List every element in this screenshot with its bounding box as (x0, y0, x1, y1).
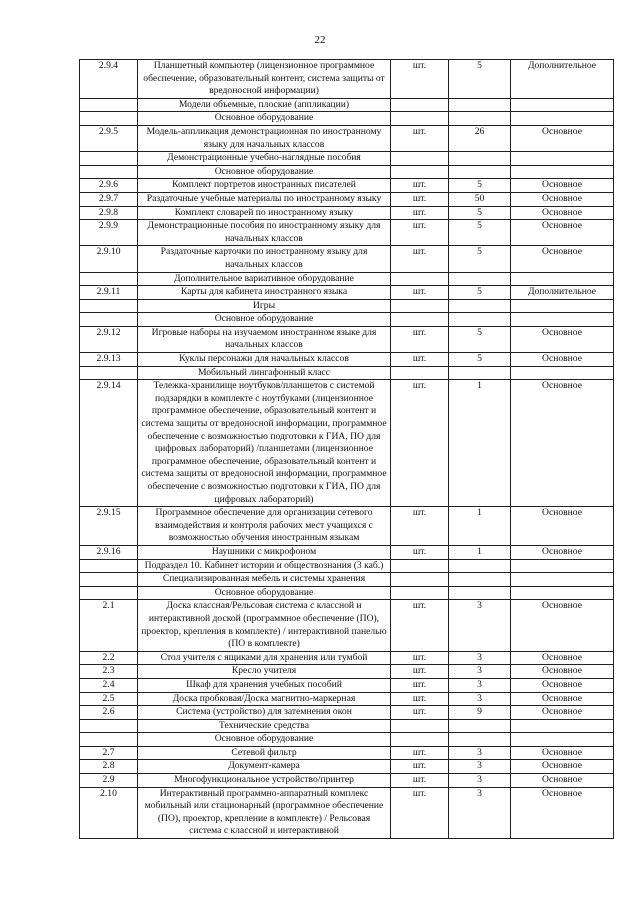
section-row (80, 719, 614, 733)
empty-cell (449, 559, 511, 573)
item-number: 2.9.11 (80, 286, 138, 300)
table-row (80, 220, 614, 246)
section-heading: Основное оборудование (138, 733, 391, 747)
empty-cell (511, 366, 614, 380)
item-name: Система (устройство) для затемнения окон (138, 706, 391, 720)
item-quantity: 1 (449, 507, 511, 546)
item-unit: шт. (391, 220, 449, 246)
item-name: Многофункциональное устройство/принтер (138, 774, 391, 788)
item-number: 2.5 (80, 692, 138, 706)
empty-cell (449, 733, 511, 747)
item-number: 2.9.7 (80, 192, 138, 206)
item-name: Куклы персонажи для начальных классов (138, 353, 391, 367)
item-unit: шт. (391, 600, 449, 651)
table-row (80, 760, 614, 774)
empty-cell (80, 165, 138, 179)
empty-cell (511, 98, 614, 112)
empty-cell (391, 299, 449, 313)
item-name: Демонстрационные пособия по иностранному языку для начальных классов (138, 220, 391, 246)
section-heading: Специализированная мебель и системы хранения (138, 573, 391, 587)
item-unit: шт. (391, 507, 449, 546)
item-number: 2.9.5 (80, 125, 138, 151)
item-number: 2.2 (80, 651, 138, 665)
section-heading: Основное оборудование (138, 112, 391, 126)
section-row (80, 98, 614, 112)
table-row (80, 326, 614, 352)
empty-cell (80, 299, 138, 313)
item-name: Доска классная/Рельсовая система с классной и интерактивной доской (программное обеспечение (ПО), проектор, крепления в комплекте) / интерактивной панелью (ПО в комплекте) (138, 600, 391, 651)
item-number: 2.6 (80, 706, 138, 720)
table-row (80, 545, 614, 559)
item-type: Основное (511, 179, 614, 193)
item-name: Планшетный компьютер (лицензионное программное обеспечение, образовательный контент, система защиты от вредоносной информации) (138, 60, 391, 99)
item-unit: шт. (391, 692, 449, 706)
item-quantity: 1 (449, 380, 511, 507)
table-row (80, 692, 614, 706)
item-type: Основное (511, 706, 614, 720)
table-row (80, 353, 614, 367)
empty-cell (391, 98, 449, 112)
item-type: Основное (511, 380, 614, 507)
item-name: Комплект портретов иностранных писателей (138, 179, 391, 193)
item-type: Основное (511, 774, 614, 788)
item-unit: шт. (391, 192, 449, 206)
item-unit: шт. (391, 246, 449, 272)
empty-cell (511, 272, 614, 286)
table-row (80, 60, 614, 99)
empty-cell (80, 152, 138, 166)
empty-cell (449, 98, 511, 112)
section-row (80, 733, 614, 747)
empty-cell (449, 719, 511, 733)
table-row (80, 651, 614, 665)
item-unit: шт. (391, 353, 449, 367)
section-heading: Подраздел 10. Кабинет истории и обществознания (3 каб.) (138, 559, 391, 573)
section-heading: Технические средства (138, 719, 391, 733)
empty-cell (391, 559, 449, 573)
empty-cell (511, 313, 614, 327)
item-unit: шт. (391, 787, 449, 838)
table-row (80, 125, 614, 151)
table-row (80, 246, 614, 272)
item-unit: шт. (391, 326, 449, 352)
section-heading: Демонстрационные учебно-наглядные пособия (138, 152, 391, 166)
item-name: Интерактивный программно-аппаратный комплекс мобильный или стационарный (программное обеспечение (ПО), проектор, крепление в комплекте) / Рельсовая система с классной и интерактивной (138, 787, 391, 838)
empty-cell (449, 112, 511, 126)
empty-cell (391, 719, 449, 733)
empty-cell (391, 586, 449, 600)
empty-cell (449, 152, 511, 166)
item-name: Программное обеспечение для организации сетевого взаимодействия и контроля рабочих мест учащихся с возможностью обучения иностранным языкам (138, 507, 391, 546)
item-number: 2.9.13 (80, 353, 138, 367)
item-type: Основное (511, 760, 614, 774)
empty-cell (391, 165, 449, 179)
empty-cell (449, 313, 511, 327)
item-quantity: 50 (449, 192, 511, 206)
item-number: 2.9.12 (80, 326, 138, 352)
section-heading: Основное оборудование (138, 165, 391, 179)
empty-cell (511, 733, 614, 747)
section-row (80, 299, 614, 313)
item-quantity: 3 (449, 651, 511, 665)
item-number: 2.9.6 (80, 179, 138, 193)
empty-cell (80, 112, 138, 126)
item-unit: шт. (391, 774, 449, 788)
empty-cell (391, 313, 449, 327)
table-row (80, 179, 614, 193)
section-row (80, 272, 614, 286)
empty-cell (449, 299, 511, 313)
item-type: Основное (511, 206, 614, 220)
empty-cell (80, 313, 138, 327)
item-number: 2.9.14 (80, 380, 138, 507)
table-row (80, 746, 614, 760)
empty-cell (511, 165, 614, 179)
table-row (80, 774, 614, 788)
item-type: Основное (511, 692, 614, 706)
item-name: Модель-аппликация демонстрационная по иностранному языку для начальных классов (138, 125, 391, 151)
item-number: 2.8 (80, 760, 138, 774)
item-name: Карты для кабинета иностранного языка (138, 286, 391, 300)
empty-cell (449, 272, 511, 286)
item-quantity: 9 (449, 706, 511, 720)
item-name: Наушники с микрофоном (138, 545, 391, 559)
item-quantity: 5 (449, 179, 511, 193)
item-type: Дополнительное (511, 60, 614, 99)
empty-cell (391, 272, 449, 286)
item-quantity: 5 (449, 60, 511, 99)
item-number: 2.9.15 (80, 507, 138, 546)
empty-cell (80, 733, 138, 747)
empty-cell (449, 586, 511, 600)
table-row (80, 192, 614, 206)
section-heading: Основное оборудование (138, 586, 391, 600)
item-quantity: 3 (449, 774, 511, 788)
item-type: Основное (511, 787, 614, 838)
item-name: Комплект словарей по иностранному языку (138, 206, 391, 220)
item-number: 2.10 (80, 787, 138, 838)
item-unit: шт. (391, 380, 449, 507)
item-number: 2.7 (80, 746, 138, 760)
item-quantity: 5 (449, 220, 511, 246)
table-row (80, 678, 614, 692)
item-quantity: 5 (449, 326, 511, 352)
section-heading: Основное оборудование (138, 313, 391, 327)
item-unit: шт. (391, 125, 449, 151)
empty-cell (80, 98, 138, 112)
item-name: Раздаточные учебные материалы по иностранному языку (138, 192, 391, 206)
empty-cell (511, 299, 614, 313)
section-heading: Мобильный лингафонный класс (138, 366, 391, 380)
item-quantity: 5 (449, 286, 511, 300)
item-unit: шт. (391, 706, 449, 720)
item-unit: шт. (391, 678, 449, 692)
item-quantity: 3 (449, 678, 511, 692)
item-type: Основное (511, 220, 614, 246)
empty-cell (511, 573, 614, 587)
item-unit: шт. (391, 206, 449, 220)
item-number: 2.4 (80, 678, 138, 692)
item-unit: шт. (391, 665, 449, 679)
page-number: 22 (314, 34, 326, 46)
item-unit: шт. (391, 746, 449, 760)
section-heading: Игры (138, 299, 391, 313)
empty-cell (511, 112, 614, 126)
empty-cell (80, 719, 138, 733)
equipment-table (79, 59, 614, 839)
item-type: Основное (511, 746, 614, 760)
empty-cell (511, 719, 614, 733)
section-row (80, 112, 614, 126)
item-quantity: 3 (449, 787, 511, 838)
item-name: Игровые наборы на изучаемом иностранном языке для начальных классов (138, 326, 391, 352)
item-type: Основное (511, 665, 614, 679)
item-quantity: 1 (449, 545, 511, 559)
section-row (80, 165, 614, 179)
item-quantity: 3 (449, 692, 511, 706)
item-number: 2.9.16 (80, 545, 138, 559)
item-type: Дополнительное (511, 286, 614, 300)
section-row (80, 573, 614, 587)
item-type: Основное (511, 545, 614, 559)
table-row (80, 380, 614, 507)
item-number: 2.9.9 (80, 220, 138, 246)
item-name: Кресло учителя (138, 665, 391, 679)
item-number: 2.9.10 (80, 246, 138, 272)
item-type: Основное (511, 651, 614, 665)
empty-cell (449, 165, 511, 179)
empty-cell (511, 559, 614, 573)
item-quantity: 3 (449, 760, 511, 774)
item-name: Раздаточные карточки по иностранному языку для начальных классов (138, 246, 391, 272)
item-number: 2.3 (80, 665, 138, 679)
item-type: Основное (511, 246, 614, 272)
empty-cell (391, 152, 449, 166)
section-row (80, 586, 614, 600)
item-name: Стол учителя с ящиками для хранения или тумбой (138, 651, 391, 665)
item-number: 2.9.4 (80, 60, 138, 99)
table-row (80, 665, 614, 679)
empty-cell (511, 586, 614, 600)
section-row (80, 366, 614, 380)
empty-cell (80, 272, 138, 286)
empty-cell (511, 152, 614, 166)
table-row (80, 600, 614, 651)
item-quantity: 5 (449, 353, 511, 367)
item-name: Документ-камера (138, 760, 391, 774)
table-row (80, 787, 614, 838)
empty-cell (391, 733, 449, 747)
item-type: Основное (511, 326, 614, 352)
section-row (80, 152, 614, 166)
table-row (80, 706, 614, 720)
item-type: Основное (511, 192, 614, 206)
empty-cell (80, 366, 138, 380)
item-name: Шкаф для хранения учебных пособий (138, 678, 391, 692)
empty-cell (391, 573, 449, 587)
empty-cell (80, 586, 138, 600)
item-quantity: 3 (449, 665, 511, 679)
section-row (80, 559, 614, 573)
table-row (80, 206, 614, 220)
item-name: Сетевой фильтр (138, 746, 391, 760)
item-quantity: 5 (449, 246, 511, 272)
item-unit: шт. (391, 286, 449, 300)
item-type: Основное (511, 125, 614, 151)
section-heading: Модели объемные, плоские (аппликации) (138, 98, 391, 112)
item-unit: шт. (391, 60, 449, 99)
item-unit: шт. (391, 760, 449, 774)
item-unit: шт. (391, 651, 449, 665)
empty-cell (449, 573, 511, 587)
section-row (80, 313, 614, 327)
item-name: Тележка-хранилище ноутбуков/планшетов с системой подзарядки в комплекте с ноутбуками (лицензионное программное обеспечение, образовательный контент и система защиты от вредоносной информации, программное обеспечение с возможностью подготовки к ГИА, ПО для цифровых лабораторий) /планшетами (лицензионное программное обеспечение, образовательный контент и система защиты от вредоносной информации, программное обеспечение с возможностью подготовки к ГИА, ПО для цифровых лабораторий) (138, 380, 391, 507)
section-heading: Дополнительное вариативное оборудование (138, 272, 391, 286)
item-number: 2.9 (80, 774, 138, 788)
empty-cell (449, 366, 511, 380)
table-row (80, 286, 614, 300)
item-unit: шт. (391, 545, 449, 559)
item-number: 2.1 (80, 600, 138, 651)
empty-cell (391, 112, 449, 126)
item-quantity: 5 (449, 206, 511, 220)
table-row (80, 507, 614, 546)
item-type: Основное (511, 353, 614, 367)
empty-cell (80, 559, 138, 573)
item-type: Основное (511, 507, 614, 546)
empty-cell (80, 573, 138, 587)
item-quantity: 26 (449, 125, 511, 151)
item-unit: шт. (391, 179, 449, 193)
item-name: Доска пробковая/Доска магнитно-маркерная (138, 692, 391, 706)
item-quantity: 3 (449, 746, 511, 760)
item-quantity: 3 (449, 600, 511, 651)
item-type: Основное (511, 678, 614, 692)
item-number: 2.9.8 (80, 206, 138, 220)
item-type: Основное (511, 600, 614, 651)
empty-cell (391, 366, 449, 380)
